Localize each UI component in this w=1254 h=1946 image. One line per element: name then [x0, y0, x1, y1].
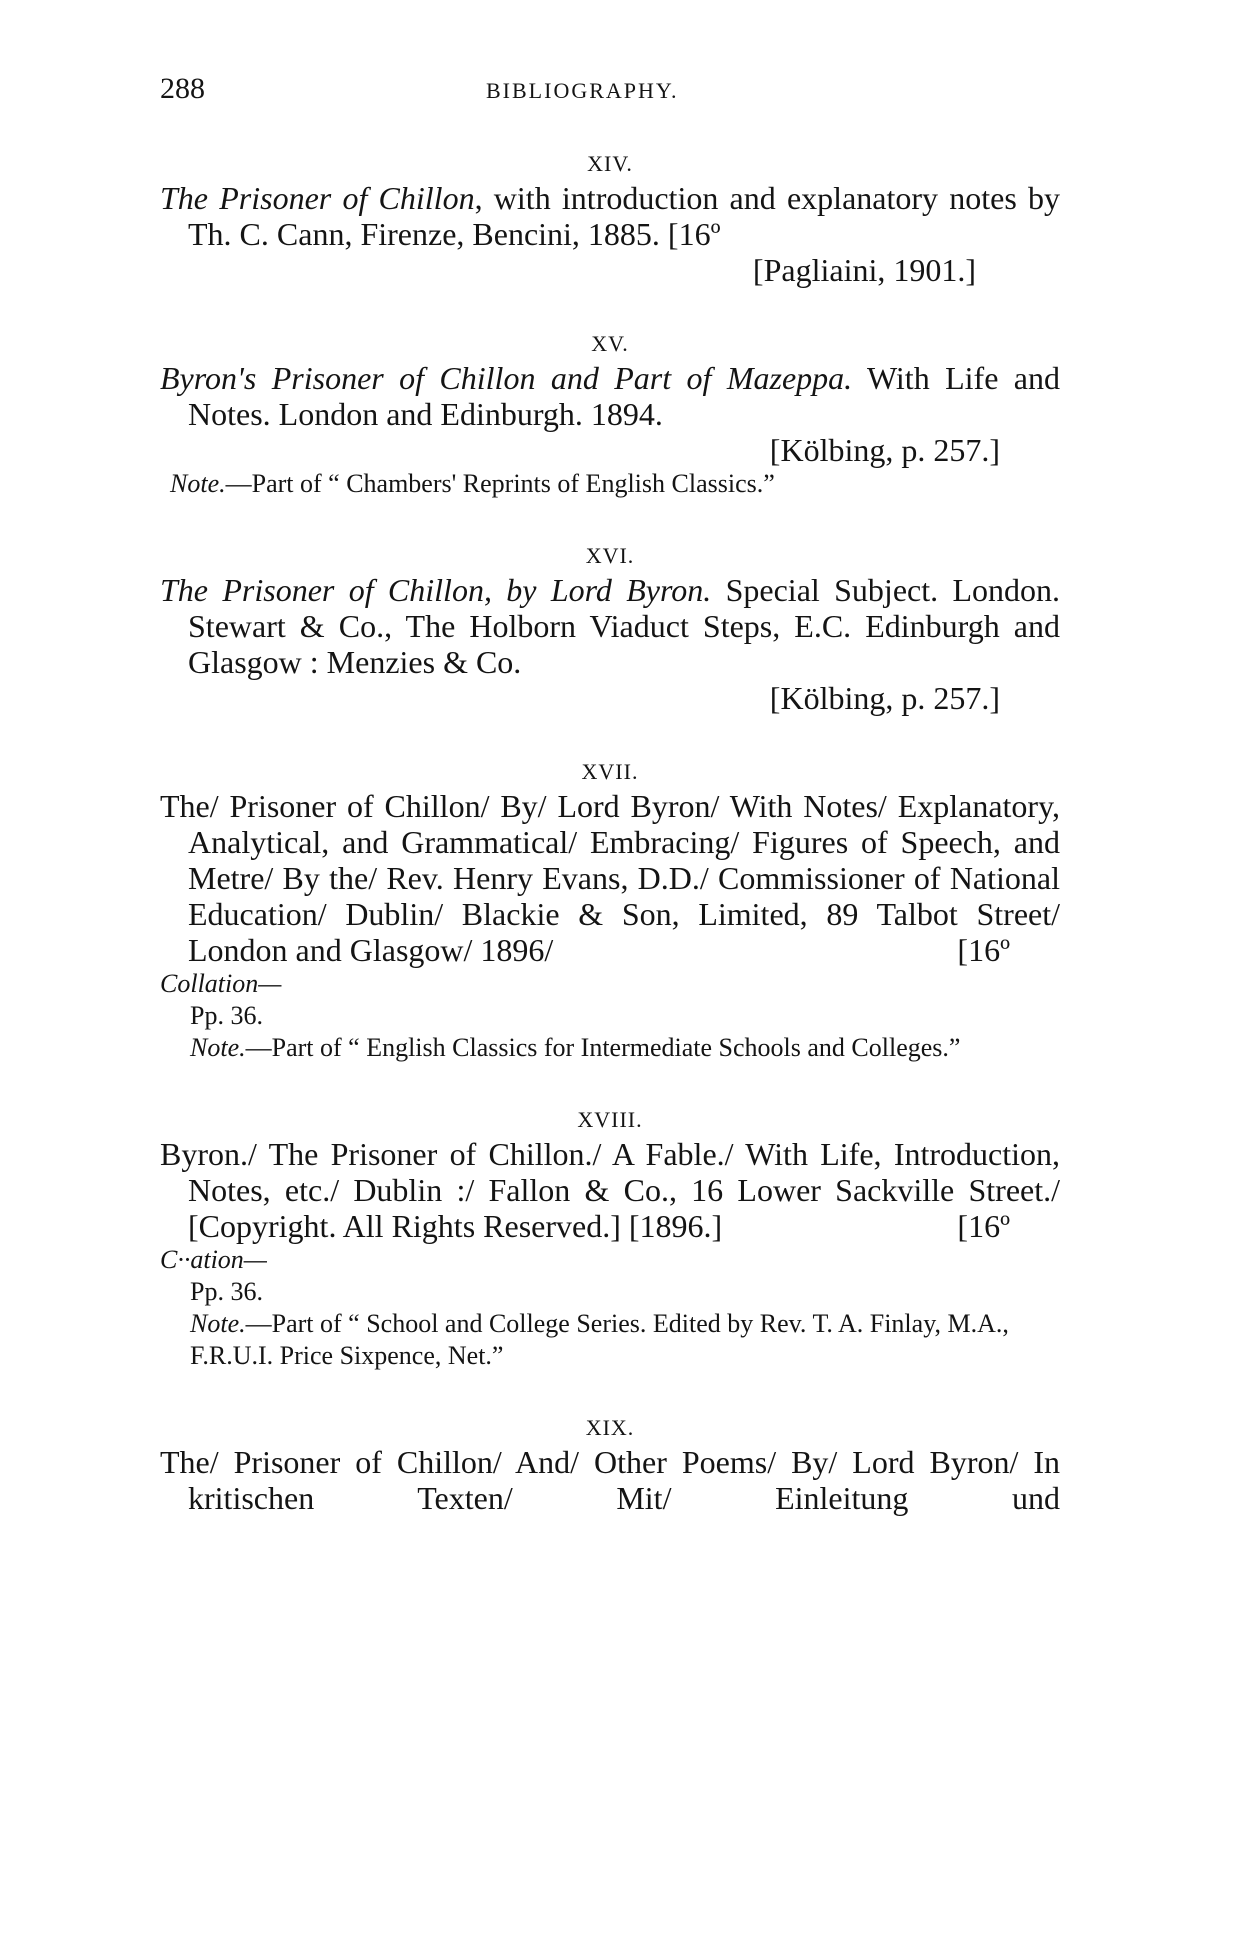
- entry-numeral: XIV.: [587, 151, 633, 176]
- note-text: —Part of “ School and College Series. Edited by Rev. T. A. Finlay, M.A., F.R.U.I. Price Sixpence, Net.”: [190, 1309, 1009, 1370]
- entry-text: Special Subject. London. Stewart & Co., The Holborn Viaduct Steps, E.C. Edinburgh and Glasgow : Menzies & Co.: [188, 572, 1060, 680]
- entry-xvi: [160, 540, 1060, 716]
- page-header: [0, 72, 1254, 112]
- entry-citation: [160, 360, 1060, 432]
- entry-xiv: [160, 148, 1060, 288]
- entry-numeral: XIX.: [585, 1415, 635, 1440]
- entry-title: The Prisoner of Chillon, by Lord Byron.: [160, 572, 712, 608]
- entry-citation: [160, 572, 1060, 680]
- collation-label: Collation—: [160, 969, 282, 998]
- entry-text: The/ Prisoner of Chillon/ By/ Lord Byron/ With Notes/ Explanatory, Analytical, and Grammatical/ Embracing/ Figures of Speech, and Metre/ By the/ Rev. Henry Evans, D.D./ Commissioner of National Education/ Dublin/ Blackie & Son, Limited, 89 Talbot Street/ London and Glasgow/ 1896/: [160, 788, 1060, 968]
- note-label: Note.: [190, 1033, 246, 1062]
- entry-note: [160, 468, 1060, 500]
- entry-format: [16º: [957, 932, 1010, 968]
- entry-format: [16º: [957, 1208, 1010, 1244]
- entry-xv: [160, 328, 1060, 500]
- note-text: —Part of “ Chambers' Reprints of English Classics.”: [225, 469, 775, 498]
- entry-source: [Kölbing, p. 257.]: [769, 680, 1000, 716]
- entry-source: [Pagliaini, 1901.]: [752, 252, 976, 288]
- entry-citation: [160, 1136, 1060, 1244]
- entry-xviii: [160, 1104, 1060, 1372]
- entry-text: Byron./ The Prisoner of Chillon./ A Fable./ With Life, Introduction, Notes, etc./ Dublin :/ Fallon & Co., 16 Lower Sackville Street./ [Copyright. All Rights Reserved.] [1896.]: [160, 1136, 1060, 1244]
- entry-xix: [160, 1412, 1060, 1516]
- entry-numeral: XVII.: [581, 759, 639, 784]
- collation-pages: Pp. 36.: [190, 1277, 263, 1306]
- entry-citation: [160, 788, 1060, 968]
- running-title: BIBLIOGRAPHY.: [486, 78, 679, 103]
- entry-numeral: XVI.: [585, 543, 635, 568]
- entry-source: [Kölbing, p. 257.]: [769, 432, 1000, 468]
- collation-label: C··ation—: [160, 1245, 267, 1274]
- bibliography-entries: [160, 148, 1060, 1516]
- page-number: 288: [160, 72, 205, 105]
- entry-text: With Life and Notes. London and Edinburgh. 1894.: [188, 360, 1060, 432]
- entry-numeral: XV.: [591, 331, 629, 356]
- entry-text: , with introduction and explanatory notes by Th. C. Cann, Firenze, Bencini, 1885.: [188, 180, 1061, 252]
- entry-title: Byron's Prisoner of Chillon and Part of Mazeppa.: [160, 360, 853, 396]
- note-text: —Part of “ English Classics for Intermediate Schools and Colleges.”: [245, 1033, 961, 1062]
- entry-citation: [160, 180, 1060, 252]
- entry-note: [160, 1308, 1060, 1372]
- entry-title: The Prisoner of Chillon: [160, 180, 475, 216]
- collation-pages: Pp. 36.: [190, 1001, 263, 1030]
- entry-format: [16º: [667, 216, 721, 252]
- entry-citation: The/ Prisoner of Chillon/ And/ Other Poems/ By/ Lord Byron/ In kritischen Texten/ Mit/ Einleitung und: [160, 1444, 1060, 1516]
- entry-xvii: [160, 756, 1060, 1064]
- entry-numeral: XVIII.: [577, 1107, 643, 1132]
- entry-note: [160, 1032, 1060, 1064]
- note-label: Note.: [170, 469, 226, 498]
- note-label: Note.: [190, 1309, 246, 1338]
